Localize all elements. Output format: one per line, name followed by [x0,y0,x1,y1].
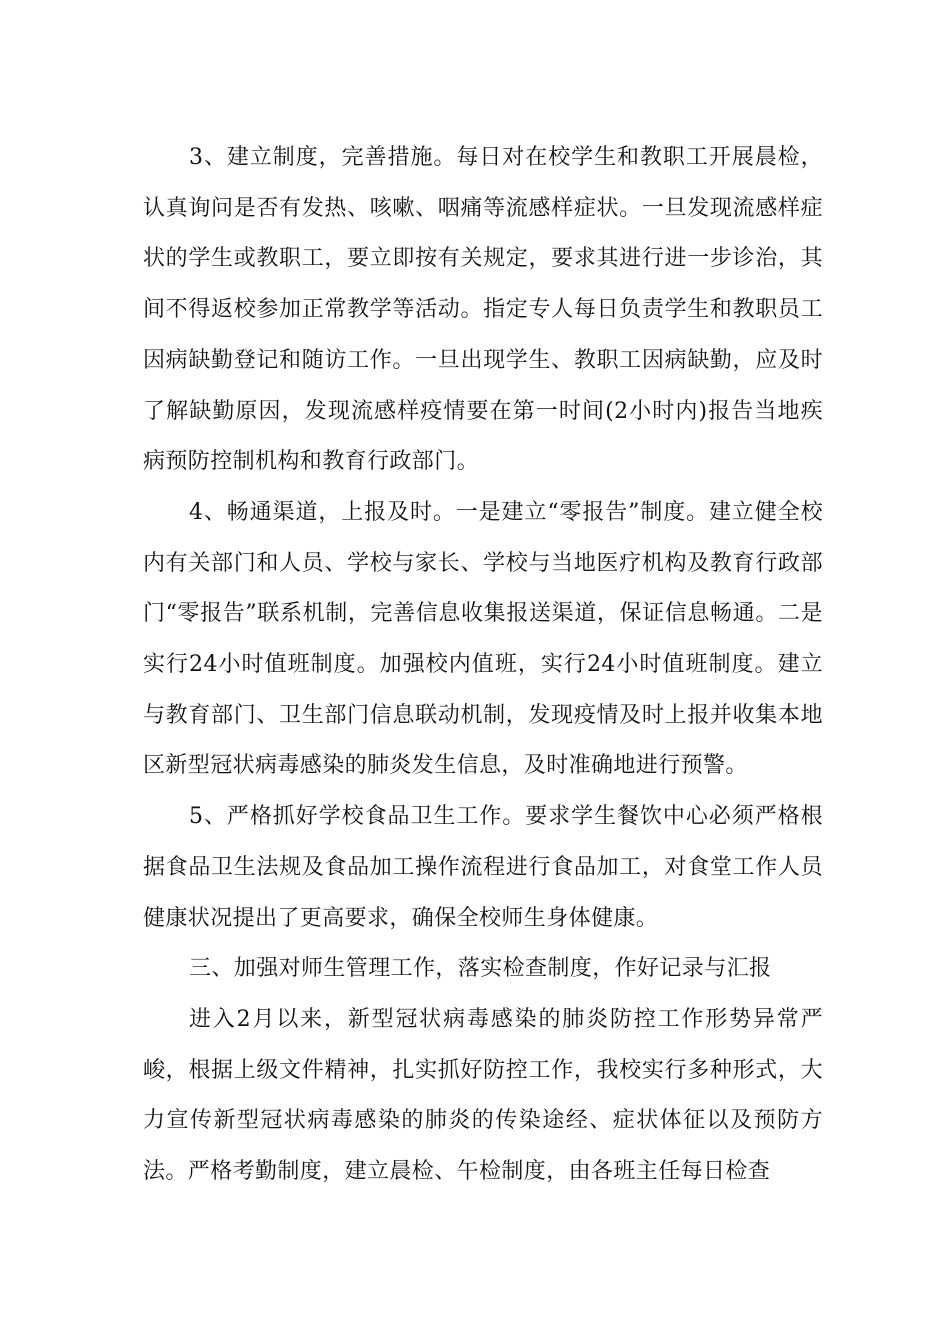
paragraph-food-safety: 5、严格抓好学校食品卫生工作。要求学生餐饮中心必须严格根据食品卫生法规及食品加工操作流程进行食品加工，对食堂工作人员健康状况提出了更高要求，确保全校师生身体健康。 [143,804,823,931]
section-heading: 三、加强对师生管理工作，落实检查制度，作好记录与汇报 [189,956,772,982]
document-body [143,133,823,1198]
paragraph-measures: 3、建立制度，完善措施。每日对在校学生和教职工开展晨检，认真询问是否有发热、咳嗽、咽痛等流感样症状。一旦发现流感样症状的学生或教职工，要立即按有关规定，要求其进行进一步诊治，其间不得返校参加正常教学等活动。指定专人每日负责学生和教职员工因病缺勤登记和随访工作。一旦出现学生、教职工因病缺勤，应及时了解缺勤原因，发现流感样疫情要在第一时间(2小时内)报告当地疾病预防控制机构和教育行政部门。 [143,145,823,475]
paragraph-february: 进入2月以来，新型冠状病毒感染的肺炎防控工作形势异常严峻，根据上级文件精神，扎实抓好防控工作，我校实行多种形式，大力宣传新型冠状病毒感染的肺炎的传染途经、症状体征以及预防方法。严格考勤制度，建立晨检、午检制度，由各班主任每日检查 [143,1006,823,1185]
paragraph-reporting: 4、畅通渠道，上报及时。一是建立“零报告”制度。建立健全校内有关部门和人员、学校与家长、学校与当地医疗机构及教育行政部门“零报告”联系机制，完善信息收集报送渠道，保证信息畅通。二是实行24小时值班制度。加强校内值班，实行24小时值班制度。建立与教育部门、卫生部门信息联动机制，发现疫情及时上报并收集本地区新型冠状病毒感染的肺炎发生信息，及时准确地进行预警。 [143,499,823,779]
